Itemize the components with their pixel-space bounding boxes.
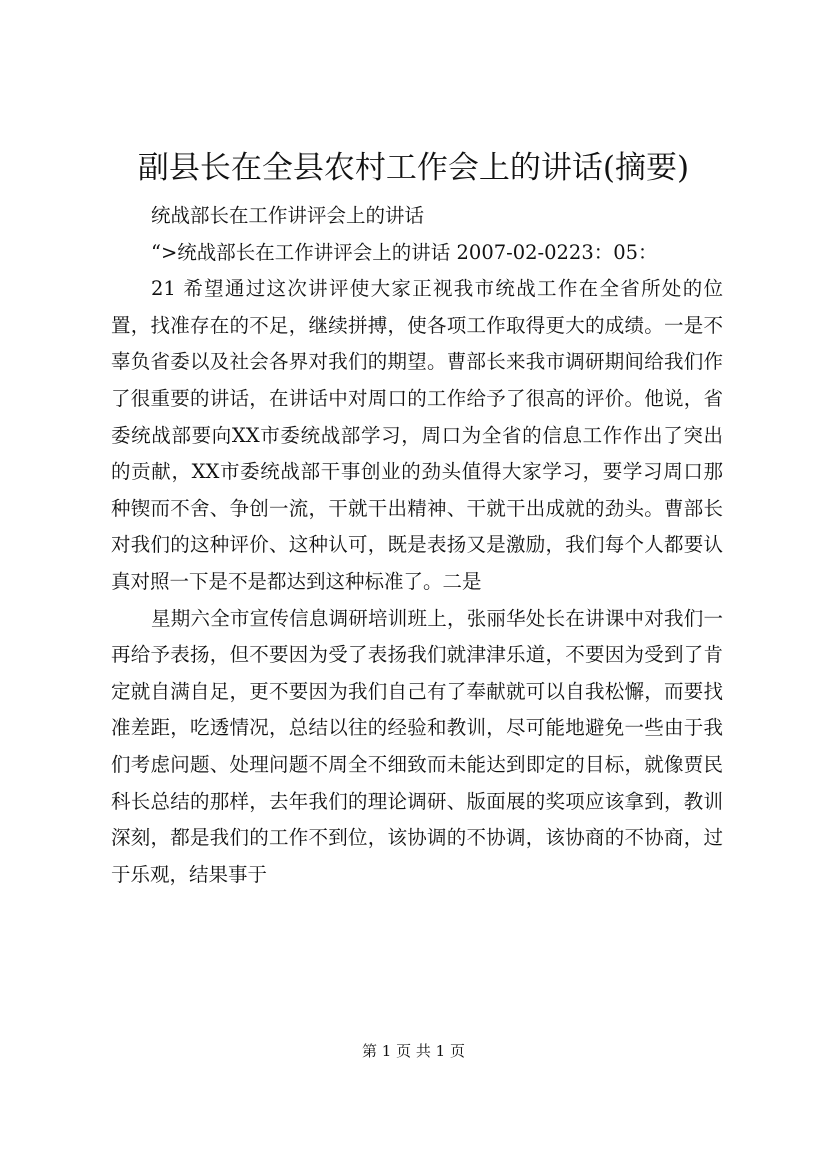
page-footer: 第 1 页 共 1 页: [362, 1042, 465, 1060]
document-body: [111, 198, 723, 893]
paragraph-subtitle: 统战部长在工作讲评会上的讲话: [151, 204, 425, 227]
document-title: 副县长在全县农村工作会上的讲话(摘要): [137, 150, 690, 186]
paragraph-main-1: 21 希望通过这次讲评使大家正视我市统战工作在全省所处的位置，找准存在的不足，继续拼搏，使各项工作取得更大的成绩。一是不辜负省委以及社会各界对我们的期望。曹部长来我市调研期间给我们作了很重要的讲话，在讲话中对周口的工作给予了很高的评价。他说，省委统战部要向XX市委统战部学习，周口为全省的信息工作作出了突出的贡献，XX市委统战部干事创业的劲头值得大家学习，要学习周口那种锲而不舍、争创一流，干就干出精神、干就干出成就的劲头。曹部长对我们的这种评价、这种认可，既是表扬又是激励，我们每个人都要认真对照一下是不是都达到这种标准了。二是: [111, 277, 723, 593]
paragraph-source-line: “>统战部长在工作讲评会上的讲话 2007-02-0223：05：: [151, 240, 658, 264]
paragraph-main-2: 星期六全市宣传信息调研培训班上，张丽华处长在讲课中对我们一再给予表扬，但不要因为受了表扬我们就津津乐道，不要因为受到了肯定就自满自足，更不要因为我们自己有了奉献就可以自我松懈，而要找准差距，吃透情况，总结以往的经验和教训，尽可能地避免一些由于我们考虑问题、处理问题不周全不细致而未能达到即定的目标，就像贾民科长总结的那样，去年我们的理论调研、版面展的奖项应该拿到，教训深刻，都是我们的工作不到位，该协调的不协调，该协商的不协商，过于乐观，结果事于: [111, 606, 723, 886]
